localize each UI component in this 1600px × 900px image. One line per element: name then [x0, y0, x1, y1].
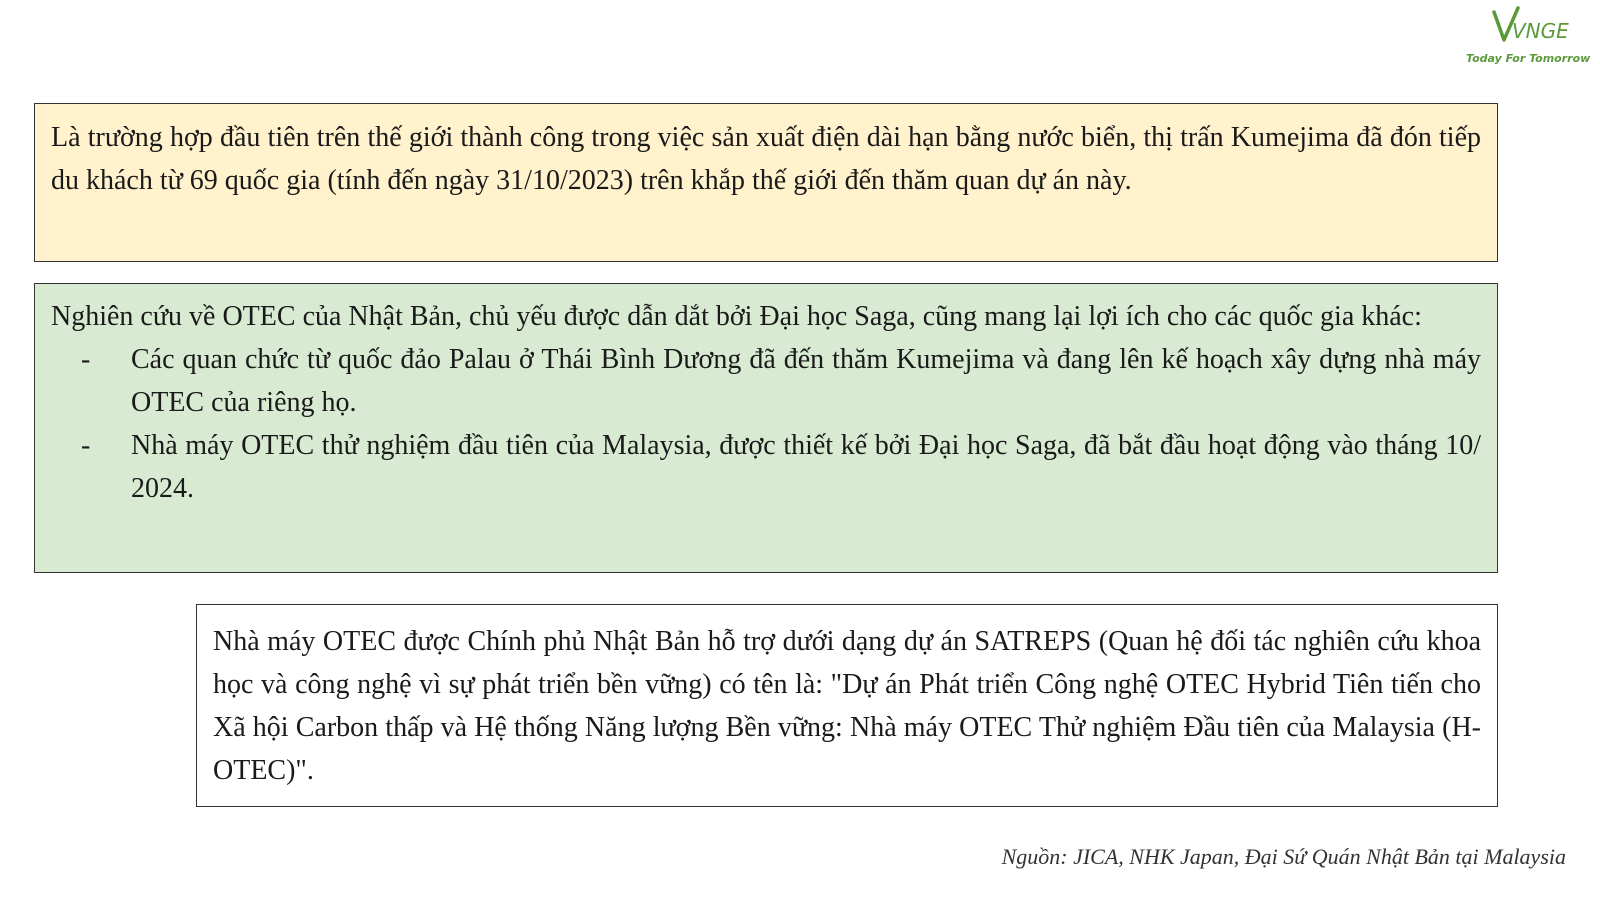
- research-bullet-malaysia-text: Nhà máy OTEC thử nghiệm đầu tiên của Malaysia, được thiết kế bởi Đại học Saga, đã bắt đầu hoạt động vào tháng 10/ 2024.: [131, 430, 1481, 504]
- intro-text: Là trường hợp đầu tiên trên thế giới thành công trong việc sản xuất điện dài hạn bằng nước biển, thị trấn Kumejima đã đón tiếp du khách từ 69 quốc gia (tính đến ngày 31/10/2023) trên khắp thế giới đến thăm quan dự án này.: [51, 122, 1481, 196]
- intro-box: [34, 103, 1498, 262]
- support-box: [196, 604, 1498, 807]
- vnge-logo-brand: VNGE: [1512, 19, 1569, 43]
- research-bullet-palau-text: Các quan chức từ quốc đảo Palau ở Thái Bình Dương đã đến thăm Kumejima và đang lên kế hoạch xây dựng nhà máy OTEC của riêng họ.: [131, 344, 1481, 418]
- support-text: Nhà máy OTEC được Chính phủ Nhật Bản hỗ trợ dưới dạng dự án SATREPS (Quan hệ đối tác nghiên cứu khoa học và công nghệ vì sự phát triển bền vững) có tên là: "Dự án Phát triển Công nghệ OTEC Hybrid Tiên tiến cho Xã hội Carbon thấp và Hệ thống Năng lượng Bền vững: Nhà máy OTEC Thử nghiệm Đầu tiên của Malaysia (H-OTEC)".: [213, 626, 1481, 786]
- vnge-tagline: Today For Tomorrow: [1466, 52, 1591, 65]
- bullet-marker: -: [81, 430, 91, 461]
- research-lead-text: Nghiên cứu về OTEC của Nhật Bản, chủ yếu được dẫn dắt bởi Đại học Saga, cũng mang lại lợi ích cho các quốc gia khác:: [51, 301, 1422, 332]
- research-box: [34, 283, 1498, 573]
- vnge-logo-mark: [1492, 6, 1569, 46]
- source-citation: Nguồn: JICA, NHK Japan, Đại Sứ Quán Nhật Bản tại Malaysia: [1001, 844, 1566, 869]
- research-bullet-malaysia: [51, 424, 1481, 510]
- bullet-marker: -: [81, 344, 91, 375]
- research-bullet-list: [51, 338, 1481, 510]
- vnge-logo: [1462, 6, 1594, 72]
- research-bullet-palau: [51, 338, 1481, 424]
